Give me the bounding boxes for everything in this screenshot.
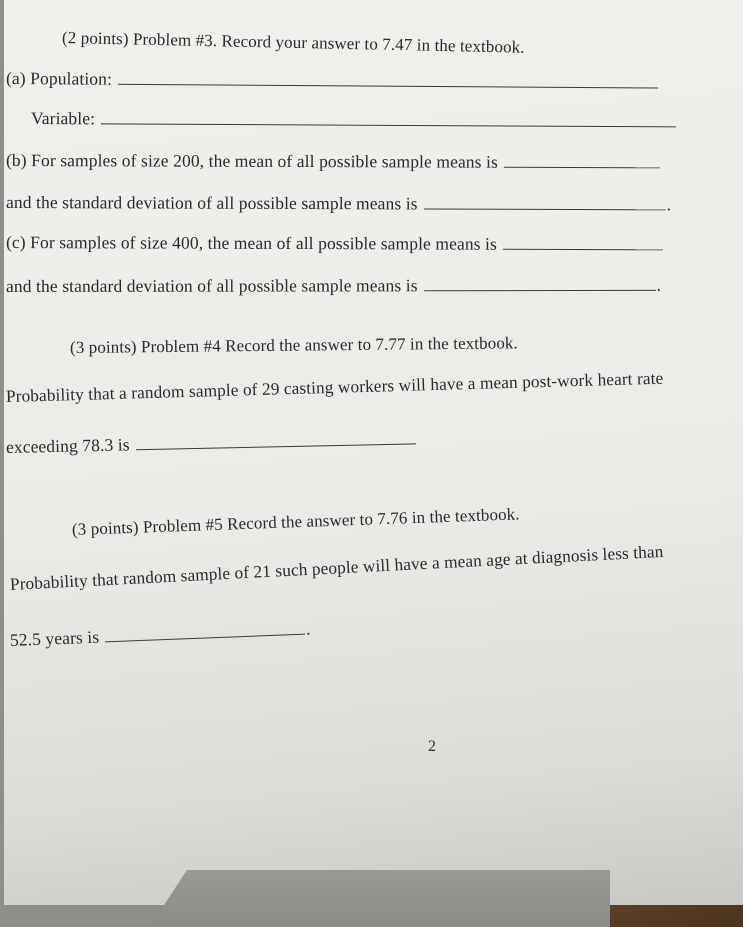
b-sd-row: and the standard deviation of all possible sample means is . [5,192,672,215]
c-mean-row: (c) For samples of size 400, the mean of all possible sample means is [6,232,663,255]
population-answer-blank[interactable] [118,70,658,89]
problem4-answer-blank[interactable] [135,429,415,450]
paper-shadow [150,870,610,927]
problem4-line2: exceeding 78.3 is [6,428,416,458]
page-number: 2 [428,738,436,755]
problem5-line1: Probability that random sample of 21 such people will have a mean age at diagnosis less than [9,541,664,594]
worksheet-page [4,0,743,905]
variable-row: Variable: [31,108,676,132]
variable-answer-blank[interactable] [101,109,676,127]
problem4-heading: (3 points) Problem #4 Record the answer to 7.77 in the textbook. [69,333,518,357]
c-mean-answer-blank[interactable] [503,235,663,251]
problem5-heading: (3 points) Problem #5 Record the answer to 7.76 in the textbook. [71,504,520,539]
problem3-heading: (2 points) Problem #3. Record your answer to 7.47 in the textbook. [61,28,525,57]
problem5-line2: 52.5 years is . [9,618,311,650]
problem4-line1: Probability that a random sample of 29 casting workers will have a mean post-work heart rate [5,368,664,406]
c-sd-answer-blank[interactable] [424,276,656,291]
b-mean-answer-blank[interactable] [504,153,660,169]
b-sd-answer-blank[interactable] [424,194,666,210]
b-mean-row: (b) For samples of size 200, the mean of all possible sample means is [6,150,660,173]
c-sd-row: and the standard deviation of all possible sample means is . [5,274,662,296]
problem5-answer-blank[interactable] [105,620,305,643]
population-row: (a) Population: [6,68,658,94]
